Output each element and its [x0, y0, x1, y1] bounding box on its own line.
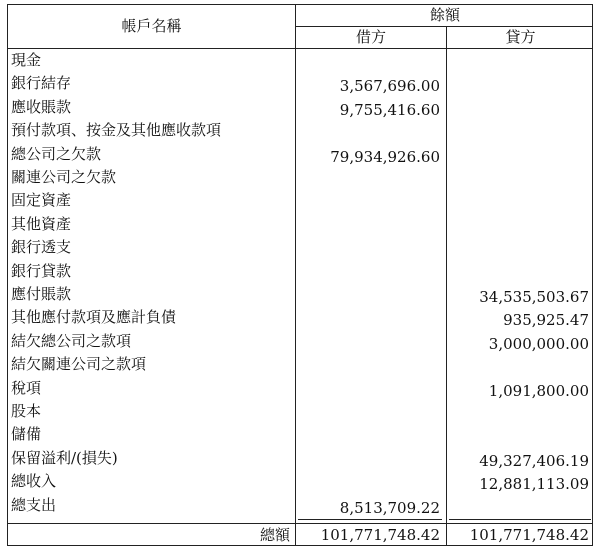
header-subdivider [295, 26, 592, 27]
total-debit: 101,771,748.42 [320, 526, 440, 544]
total-credit: 101,771,748.42 [469, 526, 589, 544]
credit-amount: 935,925.47 [503, 311, 589, 329]
account-name: 總收入 [11, 472, 57, 490]
account-name: 銀行貸款 [11, 262, 72, 280]
credit-amount: 34,535,503.67 [479, 288, 589, 306]
account-name: 應收賬款 [11, 98, 72, 116]
trial-balance-table [7, 4, 593, 546]
account-name: 其他應付款項及應計負債 [11, 308, 177, 326]
account-name: 銀行結存 [11, 74, 72, 92]
account-name-header: 帳戶名稱 [121, 17, 182, 35]
account-name: 銀行透支 [11, 238, 72, 256]
credit-amount: 49,327,406.19 [479, 452, 589, 470]
account-name: 保留溢利/(損失) [11, 449, 118, 467]
credit-header: 貸方 [505, 28, 536, 46]
account-name: 結欠關連公司之款項 [11, 355, 147, 373]
account-name: 稅項 [11, 379, 42, 397]
account-name: 關連公司之欠款 [11, 168, 117, 186]
account-name: 股本 [11, 402, 42, 420]
account-name: 其他資產 [11, 215, 72, 233]
total-label: 總額 [259, 526, 290, 544]
credit-amount: 1,091,800.00 [488, 382, 589, 400]
debit-amount: 9,755,416.60 [339, 101, 440, 119]
debit-amount: 8,513,709.22 [339, 499, 440, 517]
credit-amount: 12,881,113.09 [479, 475, 589, 493]
account-name: 固定資產 [11, 191, 72, 209]
credit-amount: 3,000,000.00 [488, 335, 589, 353]
total-row-line [8, 523, 592, 524]
account-name: 儲備 [11, 425, 42, 443]
debit-header: 借方 [355, 28, 386, 46]
account-name: 總公司之欠款 [11, 145, 102, 163]
account-name: 總支出 [11, 496, 57, 514]
balance-header: 餘額 [429, 6, 460, 24]
debit-amount: 3,567,696.00 [339, 77, 440, 95]
debit-amount: 79,934,926.60 [330, 148, 440, 166]
account-name: 結欠總公司之款項 [11, 332, 132, 350]
header-bottom-line [8, 48, 592, 49]
credit-total-rule [449, 519, 591, 520]
account-name: 應付賬款 [11, 285, 72, 303]
debit-total-rule [298, 519, 442, 520]
account-name: 現金 [11, 51, 42, 69]
account-name: 預付款項、按金及其他應收款項 [11, 121, 222, 139]
